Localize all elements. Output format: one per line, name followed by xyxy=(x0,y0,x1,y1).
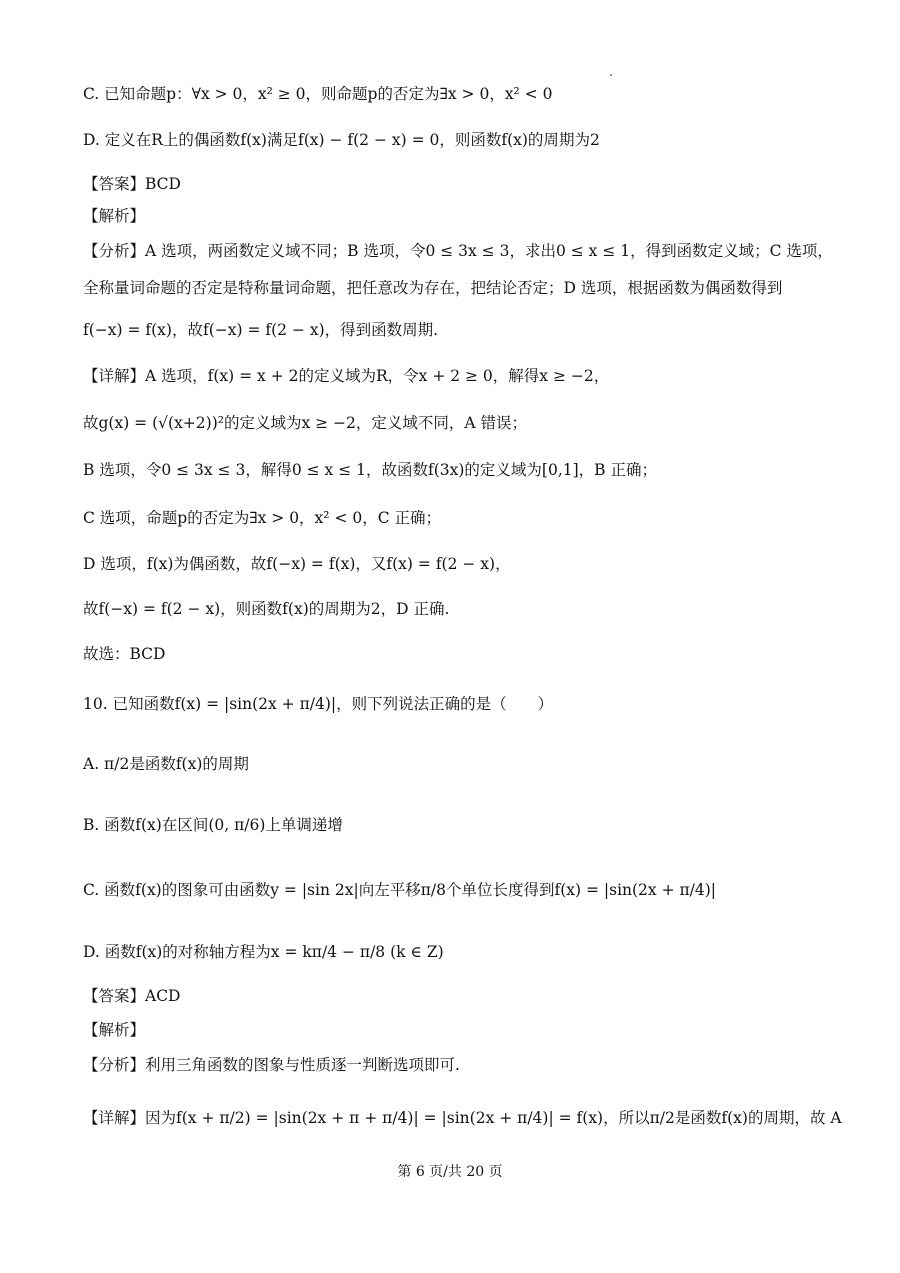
q9-detail-line-4: C 选项，命题p的否定为∃x > 0，x² < 0，C 正确； xyxy=(83,509,442,527)
q10-stem: 10. 已知函数f(x) = |sin(2x + π/4)|，则下列说法正确的是（ ） xyxy=(83,695,554,713)
scan-speck xyxy=(610,74,612,76)
q9-analysis-line-1: 【分析】A 选项，两函数定义域不同；B 选项，令0 ≤ 3x ≤ 3，求出0 ≤ x ≤ 1，得到函数定义域；C 选项， xyxy=(83,242,833,260)
q9-answer: 【答案】BCD xyxy=(83,175,181,193)
q10-option-a: A. π/2是函数f(x)的周期 xyxy=(83,755,249,773)
page-footer: 第 6 页/共 20 页 xyxy=(397,1164,503,1180)
q10-option-b: B. 函数f(x)在区间(0, π/6)上单调递增 xyxy=(83,816,343,834)
q10-analysis: 【分析】利用三角函数的图象与性质逐一判断选项即可. xyxy=(83,1056,460,1074)
q10-option-c: C. 函数f(x)的图象可由函数y = |sin 2x|向左平移π/8个单位长度得到f(x) = |sin(2x + π/4)| xyxy=(83,881,717,899)
q9-option-c: C. 已知命题p：∀x > 0，x² ≥ 0，则命题p的否定为∃x > 0，x² < 0 xyxy=(83,85,553,103)
q10-detail: 【详解】因为f(x + π/2) = |sin(2x + π + π/4)| = |sin(2x + π/4)| = f(x)，所以π/2是函数f(x)的周期，故 A xyxy=(83,1109,842,1127)
q9-detail-line-2: 故g(x) = (√(x+2))²的定义域为x ≥ −2，定义域不同，A 错误； xyxy=(83,414,528,432)
q9-detail-line-5: D 选项，f(x)为偶函数，故f(−x) = f(x)，又f(x) = f(2 − x)， xyxy=(83,555,511,573)
q9-option-d: D. 定义在R上的偶函数f(x)满足f(x) − f(2 − x) = 0，则函数f(x)的周期为2 xyxy=(83,131,600,149)
q9-detail-line-6: 故f(−x) = f(2 − x)，则函数f(x)的周期为2，D 正确. xyxy=(83,600,450,618)
q9-analysis-line-2: 全称量词命题的否定是特称量词命题，把任意改为存在，把结论否定；D 选项，根据函数为偶函数得到 xyxy=(83,279,783,297)
q9-analysis-line-3: f(−x) = f(x)，故f(−x) = f(2 − x)，得到函数周期. xyxy=(83,321,439,339)
q10-option-d: D. 函数f(x)的对称轴方程为x = kπ/4 − π/8 (k ∈ Z) xyxy=(83,943,444,961)
q9-detail-line-1: 【详解】A 选项，f(x) = x + 2的定义域为R，令x + 2 ≥ 0，解得x ≥ −2， xyxy=(83,367,610,385)
q9-detail-line-3: B 选项，令0 ≤ 3x ≤ 3，解得0 ≤ x ≤ 1，故函数f(3x)的定义域为[0,1]，B 正确； xyxy=(83,461,657,479)
q9-analysis-heading: 【解析】 xyxy=(83,207,146,225)
q10-analysis-heading: 【解析】 xyxy=(83,1021,146,1039)
q10-answer: 【答案】ACD xyxy=(83,987,181,1005)
q9-choice: 故选：BCD xyxy=(83,645,166,663)
